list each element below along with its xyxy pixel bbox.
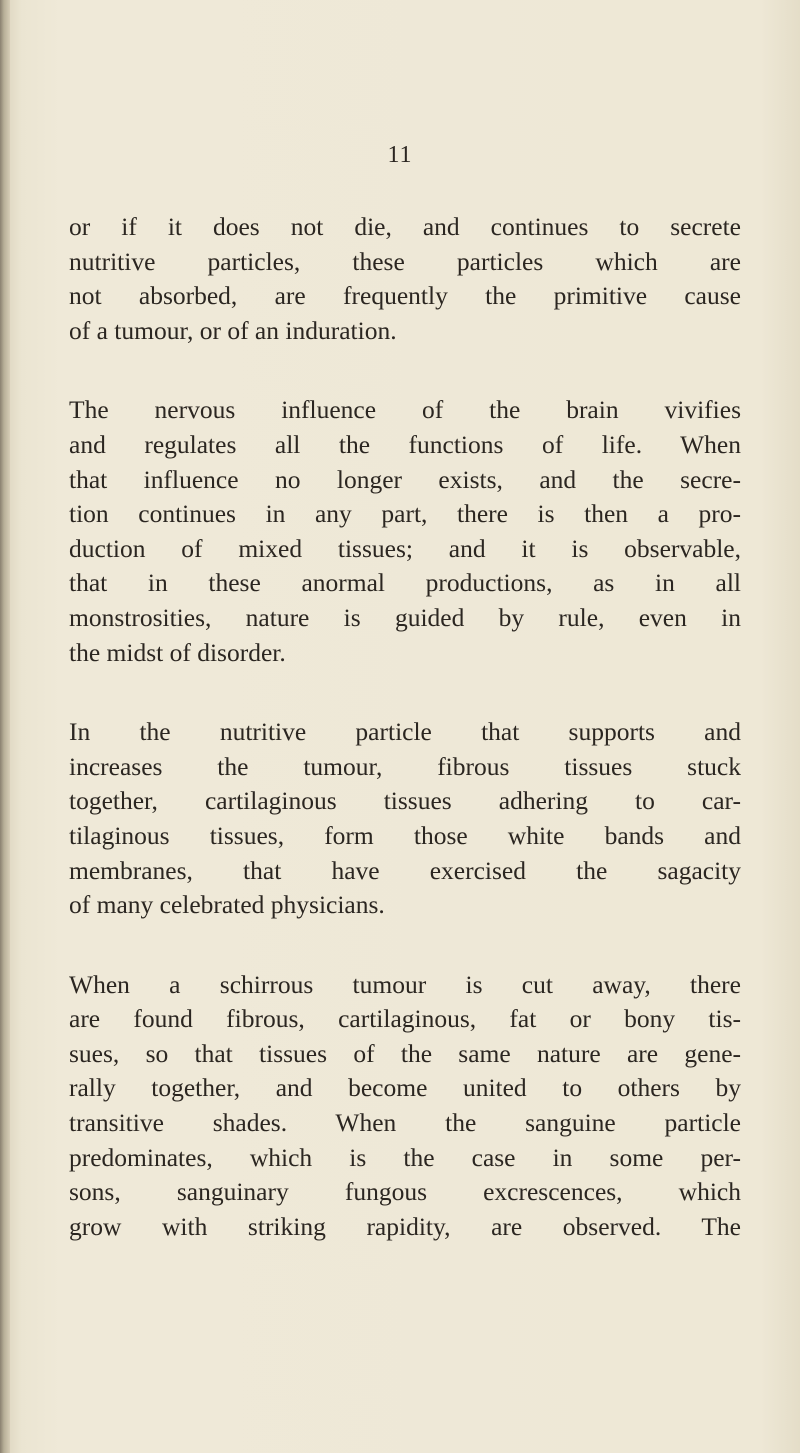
page-spine-shadow (0, 0, 10, 1453)
page-number: 11 (387, 142, 413, 168)
paragraph-2 (69, 393, 741, 670)
text-line: of many celebrated physicians. (69, 890, 385, 920)
body-text (69, 210, 741, 1244)
text-line: predominates, which is the case in some per- (69, 1142, 741, 1172)
text-line: tion continues in any part, there is then a pro- (69, 499, 741, 529)
text-line: rally together, and become united to others by (69, 1073, 741, 1103)
text-line: or if it does not die, and continues to secrete (69, 212, 741, 241)
text-line: transitive shades. When the sanguine particle (69, 1108, 741, 1138)
text-line: membranes, that have exercised the sagacity (69, 855, 741, 885)
text-line: not absorbed, are frequently the primitive cause (69, 281, 741, 311)
text-line: are found fibrous, cartilaginous, fat or bony tis- (69, 1004, 741, 1034)
text-line: When a schirrous tumour is cut away, there (69, 969, 741, 999)
text-line: of a tumour, or of an induration. (69, 315, 397, 345)
paragraph-3 (69, 715, 741, 923)
text-line: together, cartilaginous tissues adhering to car- (69, 786, 741, 816)
text-line: the midst of disorder. (69, 637, 286, 667)
text-line: that influence no longer exists, and the secre- (69, 464, 741, 494)
text-line: and regulates all the functions of life. When (69, 429, 741, 459)
text-line: increases the tumour, fibrous tissues stuck (69, 751, 741, 781)
text-line: nutritive particles, these particles which are (69, 246, 741, 276)
text-line: In the nutritive particle that supports and (69, 717, 741, 747)
paragraph-4 (69, 968, 741, 1245)
text-line: tilaginous tissues, form those white bands and (69, 820, 741, 850)
text-line: The nervous influence of the brain vivifies (69, 395, 741, 425)
text-line: duction of mixed tissues; and it is observable, (69, 533, 741, 563)
text-line: that in these anormal productions, as in all (69, 568, 741, 598)
text-line: monstrosities, nature is guided by rule, even in (69, 602, 741, 632)
text-line: sons, sanguinary fungous excrescences, which (69, 1177, 741, 1207)
paragraph-1 (69, 210, 741, 348)
text-line: sues, so that tissues of the same nature are gene- (69, 1038, 741, 1068)
text-line: grow with striking rapidity, are observed. The (69, 1211, 741, 1241)
